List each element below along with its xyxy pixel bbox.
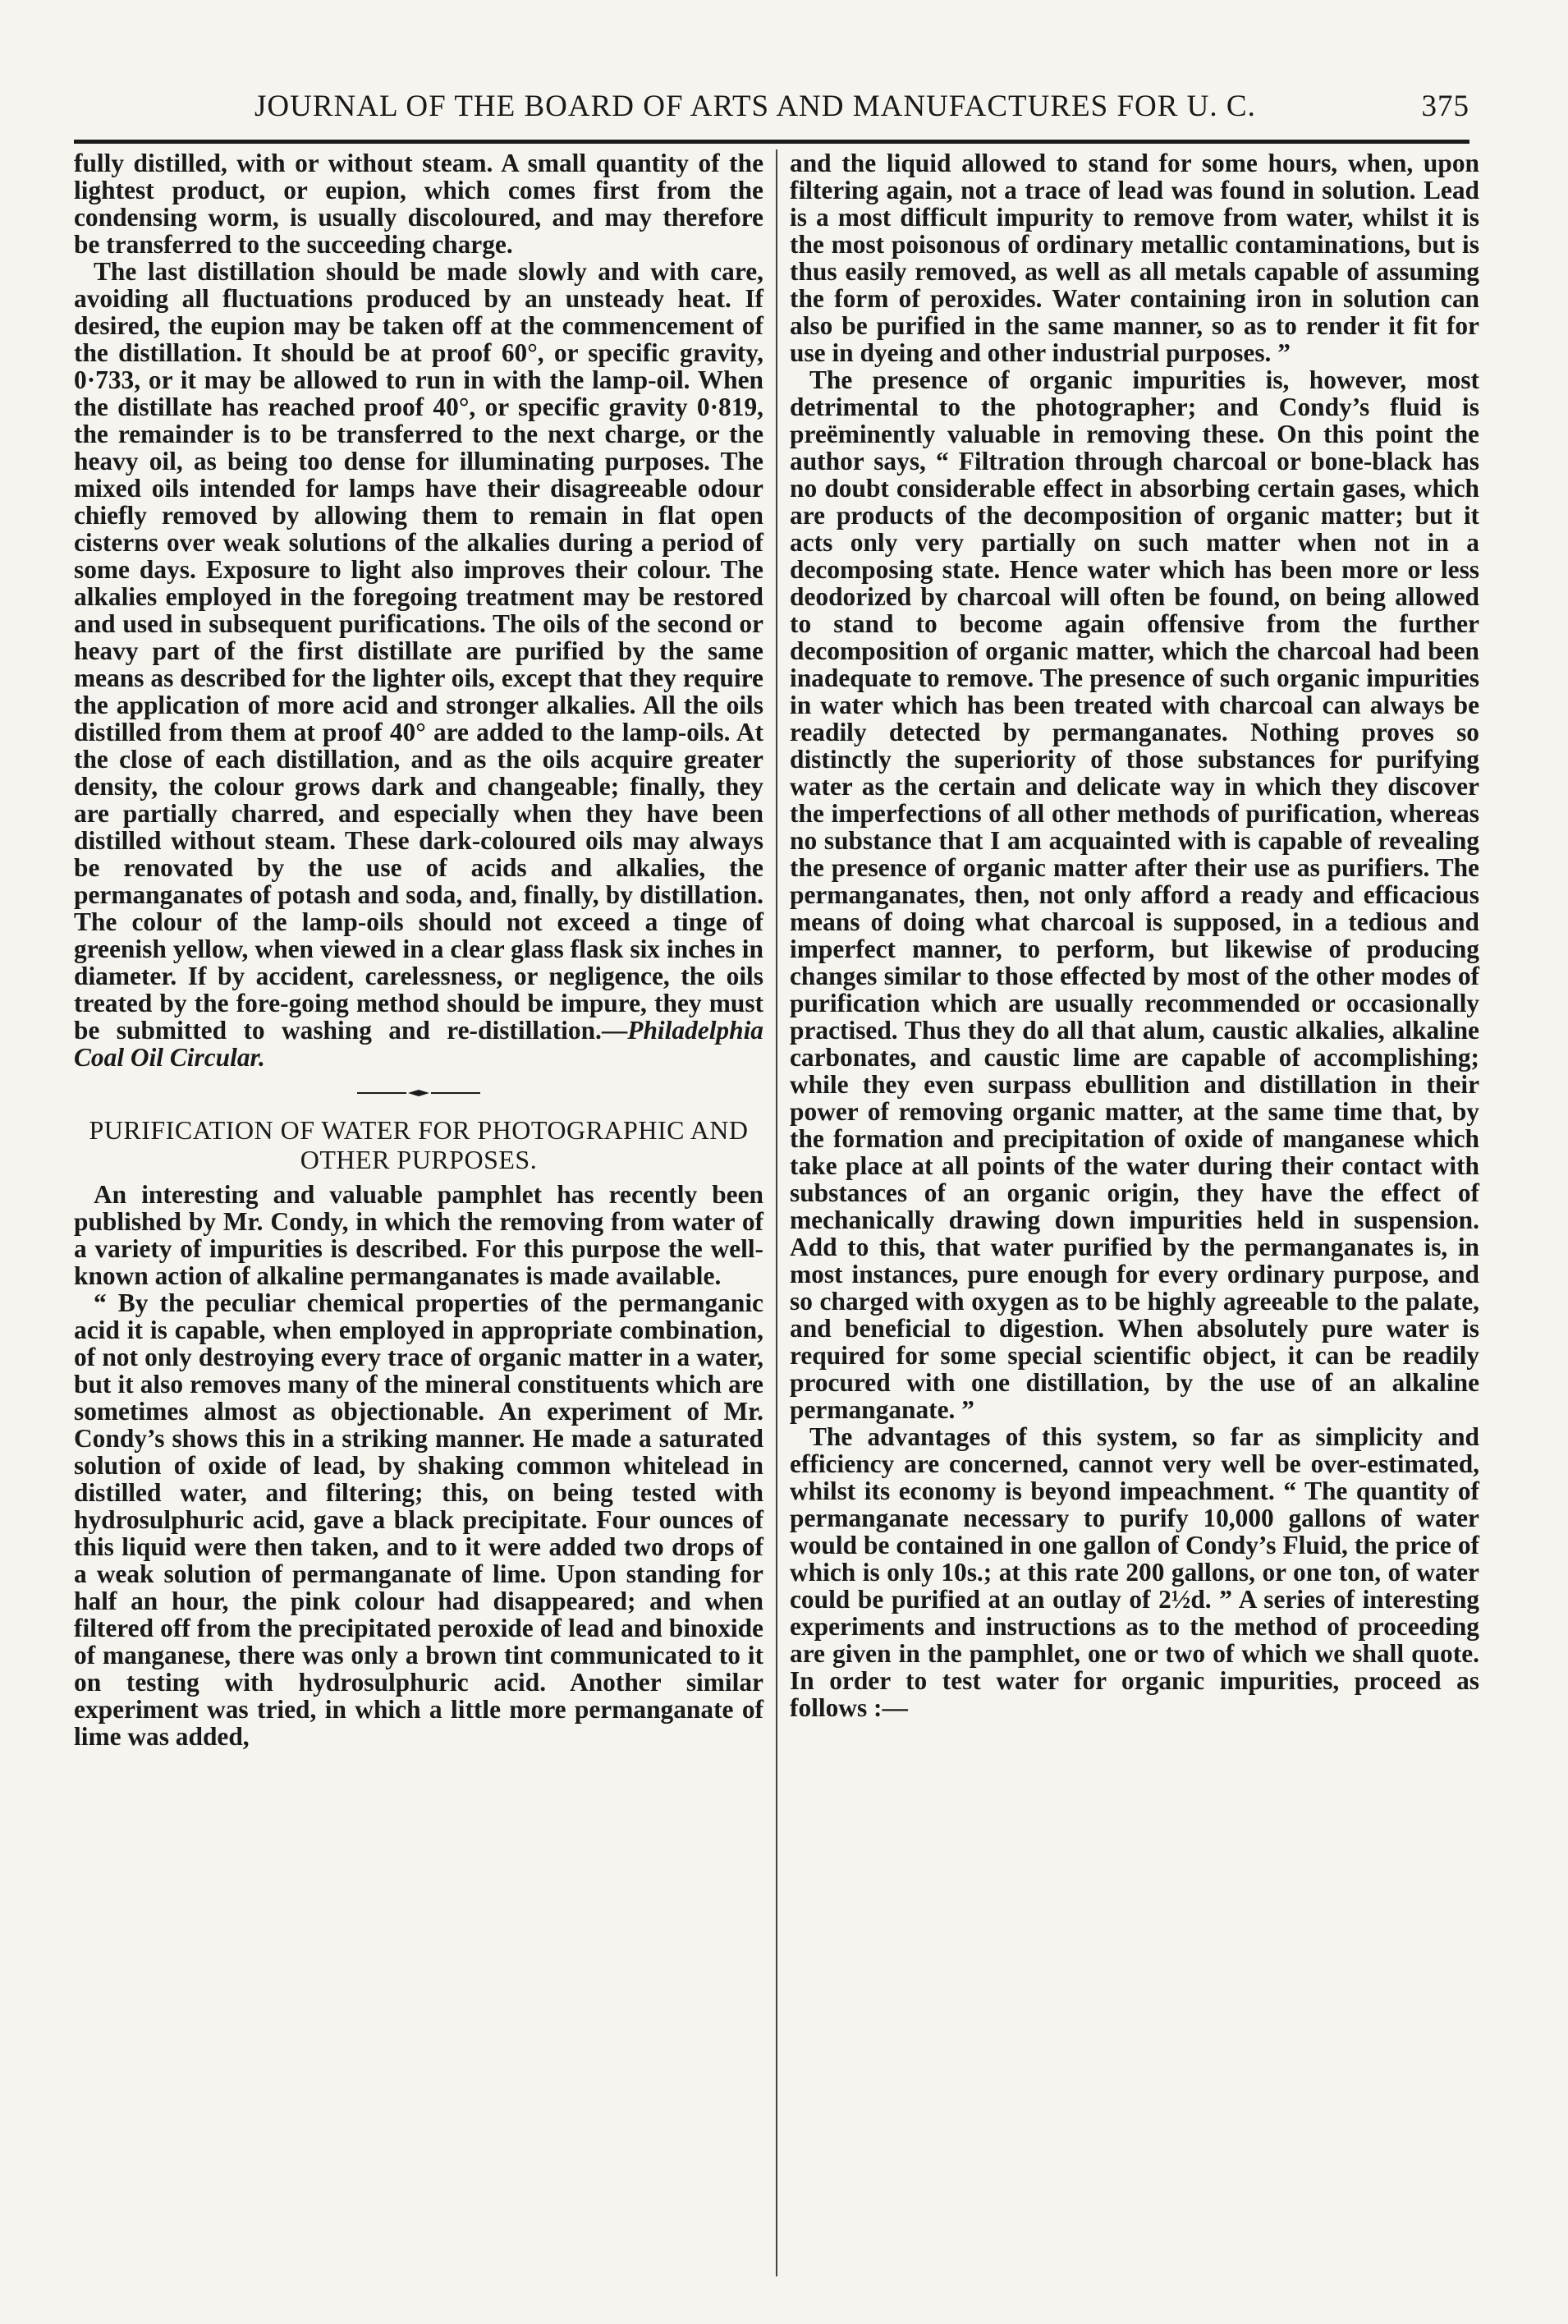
running-header	[74, 89, 1469, 130]
paragraph: An interesting and valuable pamphlet has recently been published by Mr. Condy, in which the removing from water of a variety of impurities is described. For this purpose the well-known action of alkaline permanganates is made available.	[74, 1180, 763, 1290]
paragraph: The presence of organic impurities is, however, most detrimental to the photographer; and Condy’s fluid is preëminently valuable in removing these. On this point the author says, “ Filtration through charcoal or bone-black has no doubt considerable effect in absorbing certain gases, which are products of the decomposition of organic matter; but it acts only very partially on such matter when not in a decomposing state. Hence water which has been more or less deodorized by charcoal will often be found, on being allowed to stand to become again offensive from the further decomposition of organic matter, which the charcoal had been inadequate to remove. The presence of such organic impurities in water which has been treated with charcoal can always be readily detected by permanganates. Nothing proves so distinctly the superiority of those substances for purifying water as the certain and delicate way in which they discover the imperfections of all other methods of purification, whereas no substance that I am acquainted with is capable of revealing the presence of organic matter after their use as purifiers. The permanganates, then, not only afford a ready and efficacious means of doing what charcoal is supposed, in a tedious and imperfect manner, to perform, but likewise of producing changes similar to those effected by most of the other modes of purification which are usually recommended or occasionally practised. Thus they do all that alum, caustic alkalies, alkaline carbonates, and caustic lime are capable of accomplishing; while they even surpass ebullition and distillation in their power of removing organic matter, at the same time that, by the formation and precipitation of oxide of manganese which take place at all points of the water during their contact with substances of an organic origin, they have the effect of mechanically drawing down impurities held in suspension. Add to this, that water purified by the permanganates is, in most instances, pure enough for every ordinary purpose, and so charged with oxygen as to be highly agreeable to the palate, and beneficial to digestion. When absolutely pure water is required for some special scientific object, it can be readily procured with one distillation, by the use of an alkaline permanganate. ”	[790, 365, 1479, 1424]
paragraph: “ By the peculiar chemical properties of the permanganic acid it is capable, when employed in appropriate combination, of not only destroying every trace of organic matter in a water, but it also removes many of the mineral constituents which are sometimes almost as objectionable. An experiment of Mr. Condy’s shows this in a striking manner. He made a saturated solution of oxide of lead, by shaking common whitelead in distilled water, and filtering; this, on being tested with hydrosulphuric acid, gave a black precipitate. Four ounces of this liquid were then taken, and to it were added two drops of a weak solution of permanganate of lime. Upon standing for half an hour, the pink colour had disappeared; and when filtered off from the precipitated peroxide of lead and binoxide of manganese, there was only a brown tint communicated to it on testing with hydrosulphuric acid. Another similar experiment was tried, in which a little more permanganate of lime was added,	[74, 1288, 763, 1751]
source-citation: Philadelphia Coal Oil Circular.	[74, 1016, 763, 1072]
section-heading: PURIFICATION OF WATER FOR PHOTOGRAPHIC AND OTHER PURPOSES.	[89, 1115, 749, 1174]
paragraph: The advantages of this system, so far as simplicity and efficiency are concerned, cannot very well be over-estimated, whilst its economy is beyond impeachment. “ The quantity of permanganate necessary to purify 10,000 gallons of water would be contained in one gallon of Condy’s Fluid, the price of which is only 10s.; at this rate 200 gallons, or one ton, of water could be purified at an outlay of 2½d. ” A series of interesting experiments and instructions as to the method of proceeding are given in the pamphlet, one or two of which we shall quote. In order to test water for organic impurities, proceed as follows :—	[790, 1422, 1479, 1722]
paragraph: and the liquid allowed to stand for some hours, when, upon filtering again, not a trace of lead was found in solution. Lead is a most difficult impurity to remove from water, whilst it is the most poisonous of ordinary metallic contaminations, but is thus easily removed, as well as all metals capable of assuming the form of peroxides. Water containing iron in solution can also be purified in the same manner, so as to render it fit for use in dyeing and other industrial purposes. ”	[790, 149, 1479, 367]
paragraph-text: The last distillation should be made slowly and with care, avoiding all fluctuations produced by an unsteady heat. If desired, the eupion may be taken off at the commencement of the distillation. It should be at proof 60°, or specific gravity, 0·733, or it may be allowed to run in with the lamp-oil. When the distillate has reached proof 40°, or specific gravity 0·819, the remainder is to be transferred to the next charge, or the heavy oil, as being too dense for illuminating purposes. The mixed oils intended for lamps have their disagreeable odour chiefly removed by allowing them to remain in flat open cisterns over weak solutions of the alkalies during a period of some days. Exposure to light also improves their colour. The alkalies employed in the foregoing treatment may be restored and used in subsequent purifications. The oils of the second or heavy part of the first distillate are purified by the same means as described for the lighter oils, except that they require the application of more acid and stronger alkalies. All the oils distilled from them at proof 40° are added to the lamp-oils. At the close of each distillation, and as the oils acquire greater density, the colour grows dark and changeable; finally, they are partially charred, and especially when they have been distilled without steam. These dark-coloured oils may always be renovated by the use of acids and alkalies, the permanganates of potash and soda, and, finally, by distillation. The colour of the lamp-oils should not exceed a tinge of greenish yellow, when viewed in a clear glass flask six inches in diameter. If by accident, carelessness, or negligence, the oils treated by the fore-going method should be impure, they must be submitted to washing and re-distillation.—	[74, 257, 763, 1045]
paragraph	[74, 258, 763, 1071]
journal-title: JOURNAL OF THE BOARD OF ARTS AND MANUFACTURES FOR U. C.	[254, 90, 1256, 123]
page-number: 375	[1421, 90, 1469, 123]
left-column	[74, 149, 763, 1750]
header-rule	[74, 140, 1469, 144]
column-divider	[776, 149, 777, 2276]
section-ornament	[357, 1089, 480, 1097]
paragraph: fully distilled, with or without steam. A small quantity of the lightest product, or eupion, which comes first from the condensing worm, is usually discoloured, and may therefore be transferred to the succeeding charge.	[74, 149, 763, 259]
right-column	[790, 149, 1479, 1721]
